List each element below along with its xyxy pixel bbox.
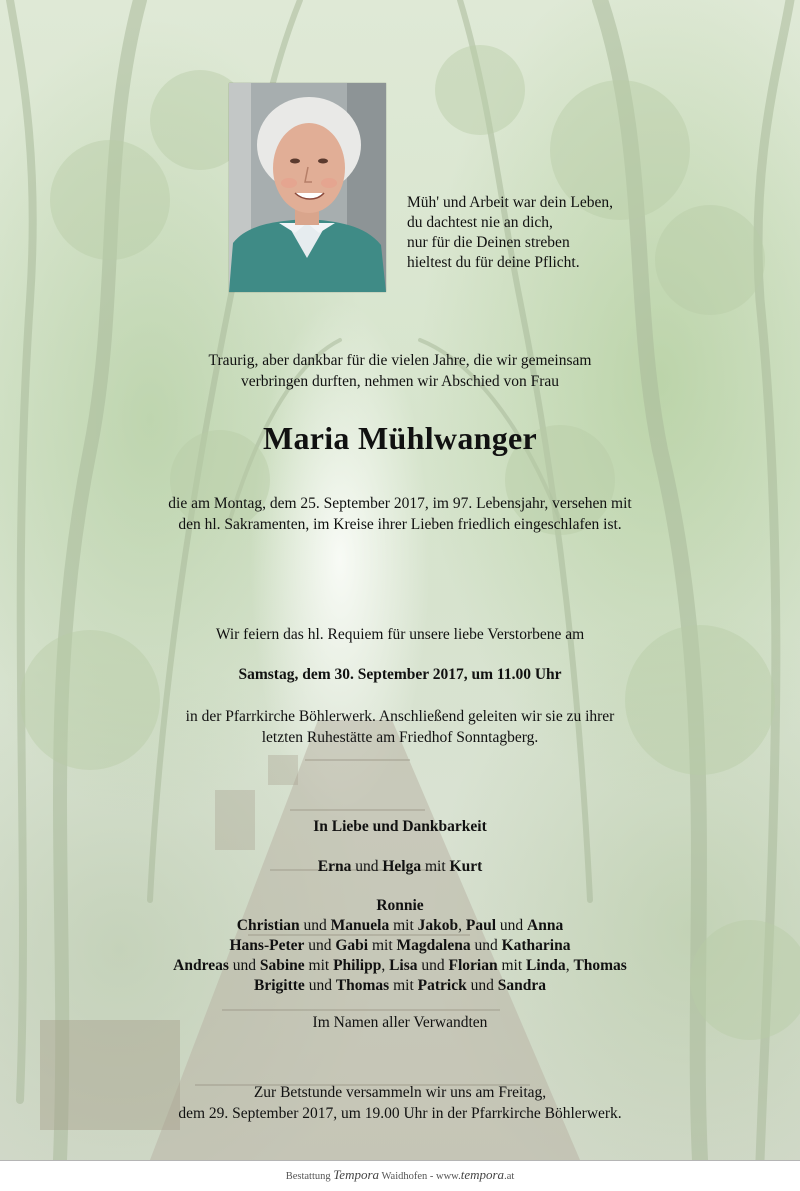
family-connector: mit bbox=[497, 957, 527, 974]
footer-domain-brand: tempora bbox=[460, 1167, 505, 1182]
requiem-date: Samstag, dem 30. September 2017, um 11.00 Uhr bbox=[238, 666, 562, 683]
intro-line: Traurig, aber dankbar für die vielen Jahre, die wir gemeinsam bbox=[208, 352, 592, 369]
family-name: Brigitte bbox=[254, 977, 305, 994]
requiem-intro: Wir feiern das hl. Requiem für unsere liebe Verstorbene am bbox=[215, 626, 585, 643]
family-list bbox=[0, 857, 800, 996]
footer-tld: .at bbox=[504, 1171, 515, 1182]
footer-suffix: Waidhofen - www. bbox=[379, 1171, 461, 1182]
family-name: Thomas bbox=[573, 957, 627, 974]
family-connector: mit bbox=[368, 937, 397, 954]
footer-credit bbox=[0, 1160, 800, 1189]
family-connector: , bbox=[565, 957, 574, 974]
family-name: Florian bbox=[448, 957, 498, 974]
death-notice-line: die am Montag, dem 25. September 2017, im 97. Lebensjahr, versehen mit bbox=[168, 495, 632, 512]
poem-line: Müh' und Arbeit war dein Leben, bbox=[407, 194, 613, 211]
family-connector: und bbox=[299, 917, 331, 934]
family-line-andreas bbox=[0, 956, 800, 976]
family-line-brigitte bbox=[0, 976, 800, 996]
family-connector: und bbox=[466, 977, 498, 994]
family-connector: mit bbox=[304, 957, 334, 974]
family-connector: und bbox=[470, 937, 502, 954]
mourners-heading: In Liebe und Dankbarkeit bbox=[313, 818, 487, 835]
family-name: Ronnie bbox=[376, 897, 424, 914]
family-name: Gabi bbox=[335, 937, 369, 954]
family-connector: mit bbox=[389, 917, 418, 934]
relatives-text: Im Namen aller Verwandten bbox=[312, 1014, 488, 1031]
wake-line: Zur Betstunde versammeln wir uns am Freitag, bbox=[253, 1084, 547, 1101]
family-line-christian bbox=[0, 916, 800, 936]
family-name: Magdalena bbox=[396, 937, 471, 954]
deceased-name: Maria Mühlwanger bbox=[262, 420, 538, 456]
family-line-children bbox=[0, 857, 800, 877]
family-name: Andreas bbox=[173, 957, 229, 974]
intro-line: verbringen durften, nehmen wir Abschied von Frau bbox=[240, 373, 560, 390]
portrait-photo bbox=[229, 83, 386, 292]
family-name: Christian bbox=[236, 917, 300, 934]
poem-verse bbox=[407, 193, 707, 273]
family-name: Lisa bbox=[389, 957, 418, 974]
family-name: Manuela bbox=[330, 917, 390, 934]
family-connector: und bbox=[351, 858, 383, 875]
family-name: Anna bbox=[527, 917, 564, 934]
family-connector: , bbox=[458, 917, 466, 934]
family-connector: mit bbox=[389, 977, 418, 994]
family-connector: mit bbox=[421, 858, 450, 875]
family-connector: und bbox=[417, 957, 449, 974]
family-name: Thomas bbox=[335, 977, 390, 994]
family-name: Linda bbox=[526, 957, 566, 974]
family-line-hanspeter bbox=[0, 936, 800, 956]
family-connector: und bbox=[304, 937, 336, 954]
family-connector: und bbox=[228, 957, 260, 974]
family-name: Kurt bbox=[449, 858, 483, 875]
intro-text bbox=[0, 350, 800, 392]
death-notice-line: den hl. Sakramenten, im Kreise ihrer Lieben friedlich eingeschlafen ist. bbox=[178, 516, 622, 533]
family-name: Katharina bbox=[501, 937, 571, 954]
wake-line: dem 29. September 2017, um 19.00 Uhr in der Pfarrkirche Böhlerwerk. bbox=[178, 1105, 622, 1122]
family-name: Patrick bbox=[417, 977, 467, 994]
footer-brand: Tempora bbox=[333, 1167, 380, 1182]
family-connector: und bbox=[496, 917, 528, 934]
burial-info bbox=[0, 706, 800, 748]
family-name: Jakob bbox=[417, 917, 459, 934]
family-name: Erna bbox=[317, 858, 352, 875]
family-name: Sabine bbox=[259, 957, 305, 974]
family-name: Philipp bbox=[333, 957, 382, 974]
burial-line: in der Pfarrkirche Böhlerwerk. Anschließend geleiten wir sie zu ihrer bbox=[185, 708, 615, 725]
burial-line: letzten Ruhestätte am Friedhof Sonntagberg. bbox=[261, 729, 539, 746]
family-connector: , bbox=[381, 957, 390, 974]
wake-info bbox=[0, 1082, 800, 1124]
family-name: Helga bbox=[382, 858, 422, 875]
death-notice bbox=[0, 493, 800, 535]
spacer bbox=[0, 877, 800, 896]
poem-line: hieltest du für deine Pflicht. bbox=[407, 254, 580, 271]
poem-line: du dachtest nie an dich, bbox=[407, 214, 553, 231]
family-name: Sandra bbox=[497, 977, 546, 994]
family-name: Paul bbox=[465, 917, 497, 934]
family-name: Hans-Peter bbox=[229, 937, 305, 954]
poem-line: nur für die Deinen streben bbox=[407, 234, 570, 251]
family-connector: und bbox=[304, 977, 336, 994]
family-line-ronnie bbox=[0, 896, 800, 916]
footer-prefix: Bestattung bbox=[285, 1171, 334, 1182]
